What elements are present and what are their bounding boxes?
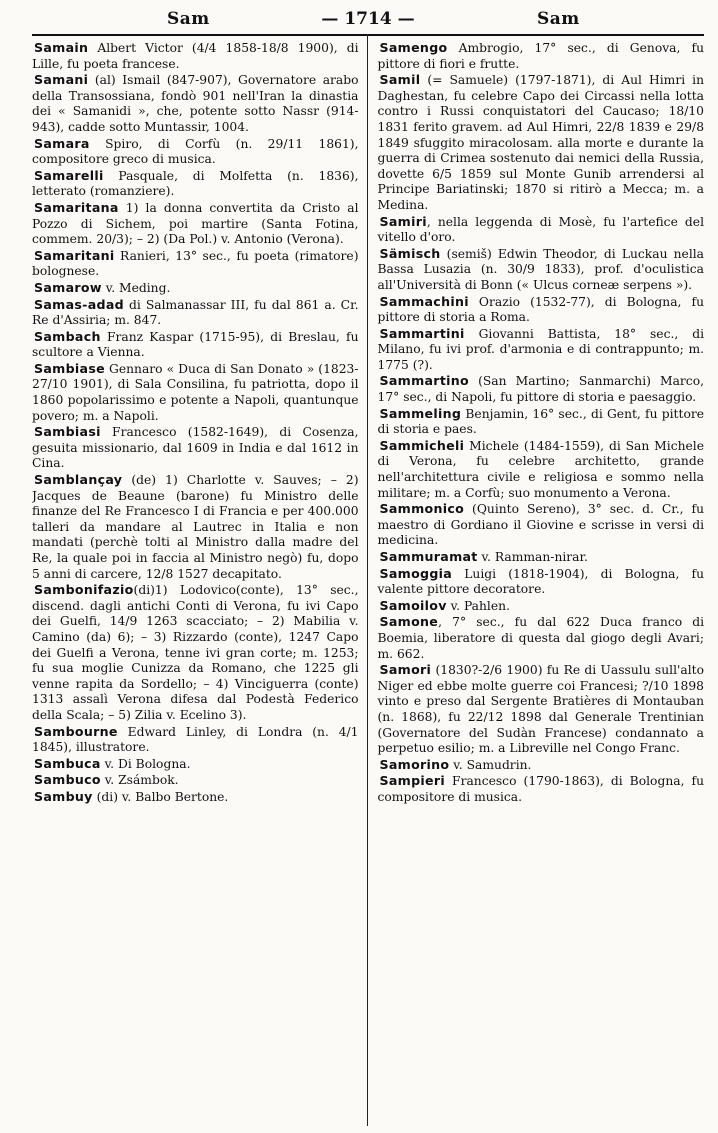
- entry-headword: Sammeling: [379, 405, 462, 421]
- running-head-right: Sam: [537, 9, 580, 29]
- dictionary-entry: [378, 294, 705, 326]
- entry-text: di Salmanassar III, fu dal 861 a. Cr. Re d'Assiria; m. 847.: [32, 297, 359, 328]
- entry-text: 1) la donna convertita da Cristo al Pozzo di Sichem, poi martire (Santa Fotina, commem. 20/3); – 2) (Da Pol.) v. Antonio (Verona).: [32, 200, 359, 247]
- entry-headword: Samiri: [379, 213, 427, 229]
- entry-text: Francesco (1790-1863), di Bologna, fu compositore di musica.: [377, 774, 705, 804]
- dictionary-entry: [378, 438, 705, 501]
- right-column: [368, 36, 705, 1126]
- entry-headword: Sampieri: [379, 773, 445, 789]
- dictionary-entry: [32, 72, 359, 135]
- entry-text: v. Ramman-nirar.: [477, 550, 588, 564]
- dictionary-entry: [378, 598, 705, 615]
- dictionary-entry: [32, 472, 359, 582]
- dictionary-entry: [32, 329, 359, 361]
- entry-text: v. Samudrin.: [449, 757, 532, 772]
- entry-text: Pasquale, di Molfetta (n. 1836), letterato (romanziere).: [32, 168, 359, 199]
- dictionary-entry: [378, 72, 705, 213]
- entry-headword: Samani: [34, 72, 89, 88]
- entry-text: Gennaro « Duca di San Donato » (1823-27/10 1901), di Sala Consilina, fu patriotta, dopo il 1860 popolarissimo e potente a Napoli, quantunque povero; m. a Napoli.: [32, 361, 359, 423]
- entry-text: , nella leggenda di Mosè, fu l'artefice del vitello d'oro.: [377, 214, 705, 245]
- entry-headword: Sambonifazio: [34, 582, 134, 598]
- dictionary-entry: [378, 566, 705, 598]
- dictionary-entry: [32, 772, 359, 789]
- entry-text: Francesco (1582-1649), di Cosenza, gesuita missionario, dal 1609 in India e dal 1612 in Cina.: [32, 425, 359, 471]
- columns: [32, 36, 704, 1126]
- entry-headword: Samblançay: [34, 472, 123, 488]
- entry-headword: Sambuy: [34, 788, 93, 804]
- entry-headword: Samoilov: [379, 597, 447, 613]
- entry-text: Ambrogio, 17° sec., di Genova, fu pittore di fiori e frutte.: [377, 41, 705, 71]
- left-column: [32, 36, 367, 1126]
- dictionary-entry: [378, 773, 705, 805]
- entry-headword: Sämisch: [379, 245, 441, 261]
- entry-headword: Samarelli: [34, 167, 104, 183]
- entry-text: (de) 1) Charlotte v. Sauves; – 2) Jacques de Beaune (barone) fu Ministro delle finanze del Re Francesco I di Francia e per 400.000 talleri da mandare al Lautrec in Italia e non mandati (perchè tolti al Ministro dalla madre del Re, la quale poi in faccia al Ministro negò) fu, dopo 5 anni di carcere, 12/8 1527 decapitato.: [32, 473, 359, 581]
- entry-headword: Samarow: [34, 279, 102, 295]
- dictionary-entry: [378, 214, 705, 246]
- entry-text: (Quinto Sereno), 3° sec. d. Cr., fu maestro di Gordiano il Giovine e scrisse in versi di medicina.: [377, 502, 705, 548]
- entry-headword: Sambuco: [34, 772, 101, 788]
- dictionary-entry: [32, 582, 359, 723]
- entry-headword: Samas-adad: [34, 296, 124, 312]
- entry-headword: Samain: [34, 40, 89, 55]
- running-head-left: Sam: [167, 9, 210, 29]
- entry-headword: Sambuca: [34, 755, 101, 771]
- entry-headword: Sambach: [34, 328, 101, 344]
- dictionary-entry: [378, 662, 705, 757]
- entry-text: v. Meding.: [101, 280, 171, 295]
- entry-text: (di) v. Balbo Bertone.: [92, 789, 229, 804]
- dictionary-entry: [378, 757, 705, 774]
- dictionary-entry: [32, 724, 359, 756]
- entry-headword: Sambiase: [34, 360, 105, 376]
- entry-text: Benjamin, 16° sec., di Gent, fu pittore di storia e paes.: [377, 406, 705, 437]
- entry-text: Spiro, di Corfù (n. 29/11 1861), compositore greco di musica.: [32, 136, 359, 167]
- dictionary-entry: [378, 549, 705, 566]
- entry-text: Luigi (1818-1904), di Bologna, fu valente pittore decoratore.: [377, 566, 705, 597]
- entry-headword: Samil: [379, 72, 421, 88]
- entry-headword: Sambourne: [34, 723, 118, 739]
- dictionary-entry: [32, 789, 359, 806]
- entry-text: (1830?-2/6 1900) fu Re di Uassulu sull'alto Niger ed ebbe molte guerre coi Francesi; ?/10 1898 vinto e preso dal Sergente Bratières di Montauban (n. 1868), fu 22/12 1898 dal Generale Trentinian (Governatore del Sudàn Francese) condannato a perpetuo esilio; m. a Libreville nel Congo Franc.: [377, 663, 705, 756]
- entry-text: Albert Victor (4/4 1858-18/8 1900), di Lille, fu poeta francese.: [32, 41, 359, 71]
- entry-text: (= Samuele) (1797-1871), di Aul Himri in Daghestan, fu celebre Capo dei Circassi nella lotta contro i Russi conquistatori del Caucaso; 18/10 1831 ferito gravem. ad Aul Himri, 22/8 1839 e 29/8 1849 sfuggito miracolosam. alla morte e durante la guerra di Crimea sostenuto dai nemici della Russia, dovette 6/5 1859 sul Monte Gunib arrendersi al Principe Bariatinski; 1870 si ritirò a Mecca; m. a Medina.: [377, 73, 705, 212]
- entry-headword: Sammicheli: [379, 437, 465, 453]
- dictionary-entry: [378, 373, 705, 405]
- entry-headword: Samengo: [379, 40, 448, 55]
- dictionary-entry: [378, 326, 705, 374]
- entry-headword: Sammonico: [379, 501, 465, 517]
- entry-text: (San Martino; Sanmarchi) Marco, 17° sec., di Napoli, fu pittore di storia e paesaggio.: [377, 374, 705, 405]
- dictionary-entry: [378, 406, 705, 438]
- dictionary-entry: [32, 248, 359, 280]
- dictionary-entry: [32, 136, 359, 168]
- dictionary-entry: [32, 297, 359, 329]
- dictionary-entry: [32, 424, 359, 472]
- entry-text: Franz Kaspar (1715-95), di Breslau, fu scultore a Vienna.: [32, 329, 359, 360]
- entry-headword: Sammartino: [379, 373, 469, 389]
- running-head: [32, 6, 704, 36]
- entry-headword: Sammachini: [379, 293, 469, 309]
- dictionary-entry: [32, 168, 359, 200]
- entry-headword: Sambiasi: [34, 424, 101, 440]
- dictionary-entry: [32, 40, 359, 72]
- dictionary-entry: [378, 40, 705, 72]
- entry-text: v. Di Bologna.: [100, 756, 191, 771]
- dictionary-entry: [32, 280, 359, 297]
- page-number: — 1714 —: [321, 9, 415, 29]
- entry-headword: Samoggia: [379, 565, 453, 581]
- dictionary-entry: [32, 361, 359, 424]
- dictionary-entry: [378, 501, 705, 549]
- entry-headword: Samaritani: [34, 247, 115, 263]
- entry-text: v. Pahlen.: [446, 598, 510, 613]
- dictionary-entry: [378, 614, 705, 662]
- entry-headword: Sammuramat: [379, 549, 478, 564]
- dictionary-entry: [32, 200, 359, 248]
- entry-headword: Samori: [379, 662, 432, 678]
- entry-text: v. Zsámbok.: [100, 773, 179, 788]
- entry-headword: Samara: [34, 135, 90, 151]
- entry-text: (di)1) Lodovico(conte), 13° sec., discend. dagli antichi Conti di Verona, fu ivi Capo dei Guelfi, 14/9 1263 scacciato; – 2) Mabilia v. Camino (da) 6); – 3) Rizzardo (conte), 1247 Capo dei Guelfi a Verona, tenne ivi gran corte; m. 1253; fu sua moglie Cunizza da Romano, che 1225 gli venne rapita da Sordello; – 4) Vinciguerra (conte) 1313 assalì Verona difesa dal Podestà Federico della Scala; – 5) Zilia v. Ecelino 3).: [32, 583, 359, 722]
- entry-headword: Samaritana: [34, 199, 119, 215]
- dictionary-entry: [378, 246, 705, 294]
- entry-text: , 7° sec., fu dal 622 Duca franco di Boemia, liberatore di questa dal giogo degli Avari; m. 662.: [377, 615, 705, 661]
- entry-text: Michele (1484-1559), di San Michele di Verona, fu celebre architetto, grande nell'architettura civile e religiosa e sommo nella militare; m. a Corfù; suo monumento a Verona.: [377, 438, 705, 500]
- entry-headword: Samorino: [379, 756, 450, 772]
- entry-text: (al) Ismail (847-907), Governatore arabo della Transossiana, fondò 901 nell'Iran la dinastia dei « Samanidi », che, potente sotto Nassr (914-943), cadde sotto Muntassir, 1004.: [32, 73, 359, 134]
- entry-text: Edward Linley, di Londra (n. 4/1 1845), illustratore.: [32, 724, 359, 755]
- entry-text: Ranieri, 13° sec., fu poeta (rimatore) bolognese.: [32, 248, 359, 279]
- entry-text: Orazio (1532-77), di Bologna, fu pittore di storia a Roma.: [377, 294, 705, 325]
- entry-headword: Sammartini: [379, 325, 465, 341]
- dictionary-entry: [32, 756, 359, 773]
- entry-headword: Samone: [379, 614, 439, 630]
- entry-text: Giovanni Battista, 18° sec., di Milano, fu ivi prof. d'armonia e di contrappunto; m. 1775 (?).: [377, 326, 705, 372]
- entry-text: (semiš) Edwin Theodor, di Luckau nella Bassa Lusazia (n. 30/9 1833), prof. d'oculistica all'Università di Bonn (« Ulcus corneæ serpens »).: [377, 246, 705, 292]
